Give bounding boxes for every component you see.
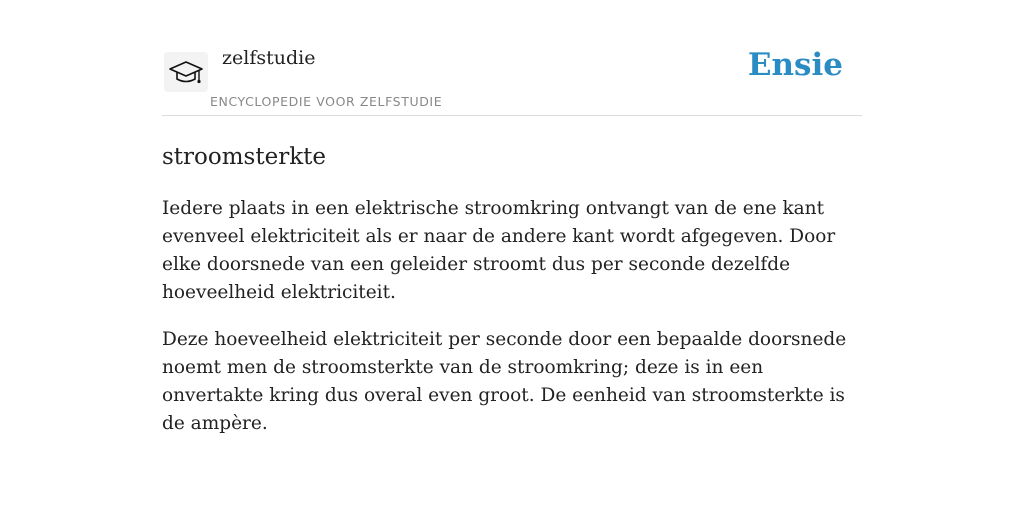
- article-paragraph-2: Deze hoeveelheid elektriciteit per seconde door een bepaalde doorsnede noemt men de stroomsterkte van de stroomkring; deze is in een onvertakte kring dus overal even groot. De eenheid van stroomsterkte is de ampère.: [162, 329, 847, 434]
- site-name-link[interactable]: zelfstudie: [222, 47, 316, 69]
- page-container: [162, 0, 862, 438]
- site-header: [162, 0, 862, 116]
- brand-logo-link[interactable]: Ensie: [747, 47, 843, 83]
- graduation-cap-icon: [164, 52, 208, 92]
- logo-link[interactable]: [162, 50, 210, 94]
- site-tagline: ENCYCLOPEDIE VOOR ZELFSTUDIE: [210, 94, 443, 109]
- article-paragraph-1: Iedere plaats in een elektrische stroomkring ontvangt van de ene kant evenveel elektriciteit als er naar de andere kant wordt afgegeven. Door elke doorsnede van een geleider stroomt dus per seconde dezelfde hoeveelheid elektriciteit.: [162, 198, 836, 303]
- article-title: stroomsterkte: [162, 144, 326, 170]
